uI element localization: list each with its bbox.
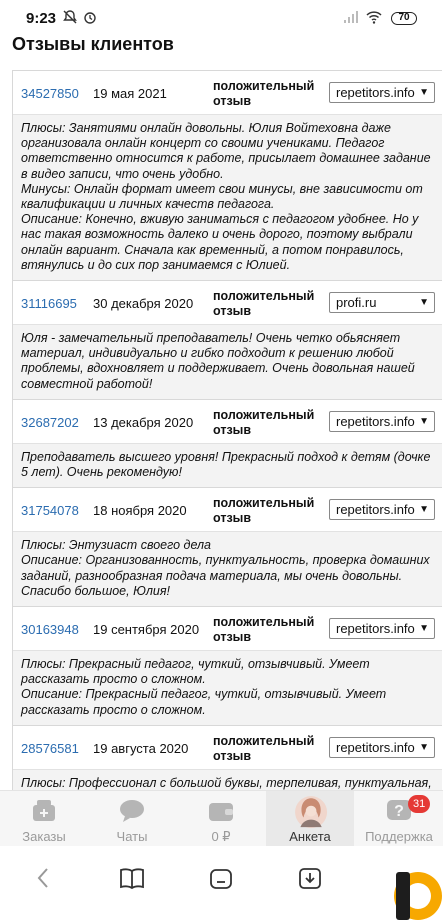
nav-profile[interactable]	[266, 791, 354, 847]
review-id-link[interactable]: 31754078	[21, 503, 79, 519]
review-text	[13, 532, 442, 606]
signal-icon	[342, 9, 358, 25]
nav-label: Заказы	[22, 829, 66, 844]
dropdown-arrow-icon: ▼	[419, 87, 429, 98]
review-header	[13, 400, 442, 444]
status-time: 9:23	[26, 10, 57, 27]
review-line: Описание: Прекрасный педагог, чуткий, отзывчивый. Умеет рассказать просто о сложном.	[21, 687, 387, 717]
download-icon[interactable]	[296, 864, 324, 892]
review-type: положительный отзыв	[213, 289, 315, 319]
review-line: Юля - замечательный преподаватель! Очень четко обьясняет материал, индивидуально и гибко подходит к решению любой проблемы, вдохновляет и поддерживает. Очень довольная нашей совместной работой!	[21, 331, 415, 391]
review-line: Описание: Организованность, пунктуальность, проверка домашних заданий, разнообразная подача материала, мы очень довольны. Спасибо большое, Юлия!	[21, 553, 430, 598]
dropdown-arrow-icon: ▼	[419, 297, 429, 309]
dropdown-arrow-icon: ▼	[419, 504, 429, 516]
review-date: 18 ноября 2020	[93, 503, 187, 519]
status-bar	[0, 0, 443, 32]
avatar-icon	[294, 794, 326, 826]
nav-orders[interactable]	[0, 791, 88, 847]
review-source-value: profi.ru	[336, 295, 377, 311]
review-line: Плюсы: Прекрасный педагог, чуткий, отзывчивый. Умеет рассказать просто о сложном.	[21, 657, 370, 687]
review-source-select[interactable]	[329, 737, 435, 758]
review-line: Плюсы: Энтузиаст своего дела	[21, 538, 211, 553]
review-type: положительный отзыв	[213, 615, 315, 645]
nav-label: 0 ₽	[211, 829, 231, 844]
review-date: 30 декабря 2020	[93, 296, 194, 312]
review-item	[13, 281, 442, 400]
review-source-select[interactable]	[329, 82, 435, 103]
wifi-icon	[366, 9, 382, 25]
dropdown-arrow-icon: ▼	[419, 415, 429, 427]
review-source-select[interactable]	[329, 411, 435, 432]
review-item	[13, 488, 442, 607]
review-id-link[interactable]: 32687202	[21, 414, 79, 430]
nav-label: Анкета	[289, 829, 331, 844]
app-logo-icon[interactable]	[384, 862, 442, 920]
review-source-value: repetitors.info	[336, 739, 415, 755]
wallet-icon	[206, 797, 236, 825]
review-date: 13 декабря 2020	[93, 414, 194, 430]
review-id-link[interactable]: 31116695	[21, 296, 77, 312]
review-source-select[interactable]	[329, 292, 435, 313]
review-item	[13, 400, 442, 488]
review-type: положительный отзыв	[213, 496, 315, 526]
review-type: положительный отзыв	[213, 79, 315, 108]
home-icon[interactable]	[207, 864, 235, 892]
review-type: положительный отзыв	[213, 733, 315, 763]
orders-icon	[29, 797, 59, 825]
review-line: Описание: Конечно, вживую заниматься с педагогом удобнее. Но у нас такая возможность далеко и очень дорого, поэтому выбрали онлайн вариант. Сначала как временный, а потом понравилось, втянулись и до сих пор занимаемся с Юлией.	[21, 212, 419, 272]
bottom-nav	[0, 790, 443, 846]
review-id-link[interactable]: 30163948	[21, 622, 79, 638]
review-type: положительный отзыв	[213, 407, 315, 437]
dropdown-arrow-icon: ▼	[419, 623, 429, 635]
nav-support[interactable]	[355, 791, 443, 847]
review-text	[13, 325, 442, 399]
review-line: Преподаватель высшего уровня! Прекрасный подход к детям (дочке 5 лет). Очень рекомендую!	[21, 449, 431, 480]
review-source-value: repetitors.info	[336, 502, 415, 518]
review-header	[13, 607, 442, 651]
review-id-link[interactable]: 28576581	[21, 740, 79, 756]
nav-label: Поддержка	[365, 829, 433, 844]
review-text	[13, 444, 442, 487]
review-text	[13, 651, 442, 725]
review-header	[13, 71, 442, 115]
review-date: 19 мая 2021	[93, 86, 167, 101]
system-nav-bar	[0, 846, 443, 920]
review-text	[13, 115, 442, 280]
mute-icon	[62, 9, 78, 25]
review-line: Минусы: Онлайн формат имеет свои минусы, вне зависимости от квалификации и личных качеств педагога.	[21, 181, 423, 212]
review-date: 19 сентября 2020	[93, 622, 200, 638]
review-date: 19 августа 2020	[93, 740, 189, 756]
battery-indicator: 70	[391, 12, 417, 25]
review-source-value: repetitors.info	[336, 85, 415, 100]
review-line: Плюсы: Профессионал с большой буквы, терпеливая, пунктуальная,	[21, 775, 432, 790]
review-item	[13, 71, 442, 281]
page-title: Отзывы клиентов	[12, 34, 174, 54]
review-line: Плюсы: Занятиями онлайн довольны. Юлия Войтеховна даже организовала онлайн концерт со своими учениками. Педагог ответственно относится к работе, присылает домашнее задание в видео записи, что очень удобно.	[21, 121, 431, 181]
review-source-value: repetitors.info	[336, 621, 415, 637]
review-source-select[interactable]	[329, 618, 435, 639]
nav-chats[interactable]	[88, 791, 176, 847]
back-icon[interactable]	[30, 864, 58, 892]
review-id-link[interactable]: 34527850	[21, 86, 79, 101]
review-item	[13, 607, 442, 726]
review-header	[13, 488, 442, 532]
chat-icon	[117, 797, 147, 825]
reviews-list[interactable]	[12, 70, 442, 790]
alarm-icon	[82, 9, 98, 25]
nav-balance[interactable]	[177, 791, 265, 847]
book-icon[interactable]	[118, 864, 146, 892]
review-header	[13, 281, 442, 325]
review-source-value: repetitors.info	[336, 413, 415, 429]
nav-label: Чаты	[116, 829, 148, 844]
review-source-select[interactable]	[329, 499, 435, 520]
support-badge: 31	[408, 795, 430, 813]
dropdown-arrow-icon: ▼	[419, 741, 429, 753]
review-header	[13, 726, 442, 770]
svg-text:?: ?	[394, 803, 404, 820]
